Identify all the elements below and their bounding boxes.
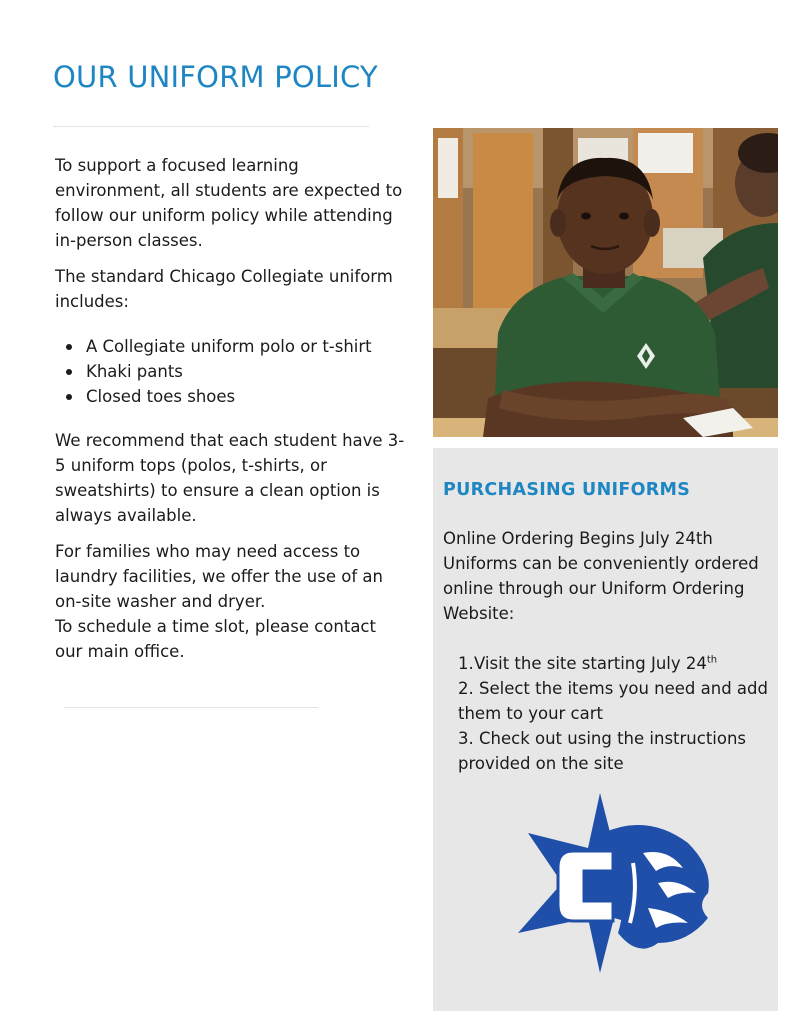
lion-star-logo (518, 793, 713, 978)
ordering-steps (458, 651, 776, 776)
list-item: Khaki pants (86, 359, 405, 384)
list-item: A Collegiate uniform polo or t-shirt (86, 334, 405, 359)
list-item: 3. Check out using the instructions provided on the site (458, 729, 747, 773)
purchasing-panel (433, 448, 778, 1011)
student-photo-illustration (433, 128, 778, 437)
divider-top (53, 126, 369, 127)
uniform-items-list (55, 334, 405, 409)
student-photo (433, 128, 778, 437)
list-item: Closed toes shoes (86, 384, 405, 409)
purchasing-intro (443, 526, 773, 626)
bullet-icon (66, 369, 72, 375)
uniform-includes-paragraph: The standard Chicago Collegiate uniform includes: (55, 267, 393, 311)
intro-paragraph: To support a focused learning environment, all students are expected to follow our uniform policy while attending in-person classes. (55, 156, 403, 250)
ordering-start-line: Online Ordering Begins July 24th (443, 529, 713, 548)
ordering-description: Uniforms can be conveniently ordered online through our Uniform Ordering Website: (443, 554, 759, 623)
lion-star-logo-icon (518, 793, 713, 978)
list-item: 2. Select the items you need and add them to your cart (458, 679, 768, 723)
policy-text (55, 153, 405, 675)
page-title: OUR UNIFORM POLICY (53, 60, 378, 94)
bullet-icon (66, 344, 72, 350)
laundry-paragraph: For families who may need access to laundry facilities, we offer the use of an on-site washer and dryer. To schedule a time slot, please contact our main office. (55, 542, 383, 661)
recommendation-paragraph: We recommend that each student have 3-5 uniform tops (polos, t-shirts, or sweatshirts) to ensure a clean option is always available. (55, 431, 405, 525)
divider-bottom (64, 707, 318, 708)
bullet-icon (66, 394, 72, 400)
purchasing-heading: PURCHASING UNIFORMS (443, 480, 691, 500)
list-item: 1. Visit the site starting July 24th (458, 654, 718, 673)
